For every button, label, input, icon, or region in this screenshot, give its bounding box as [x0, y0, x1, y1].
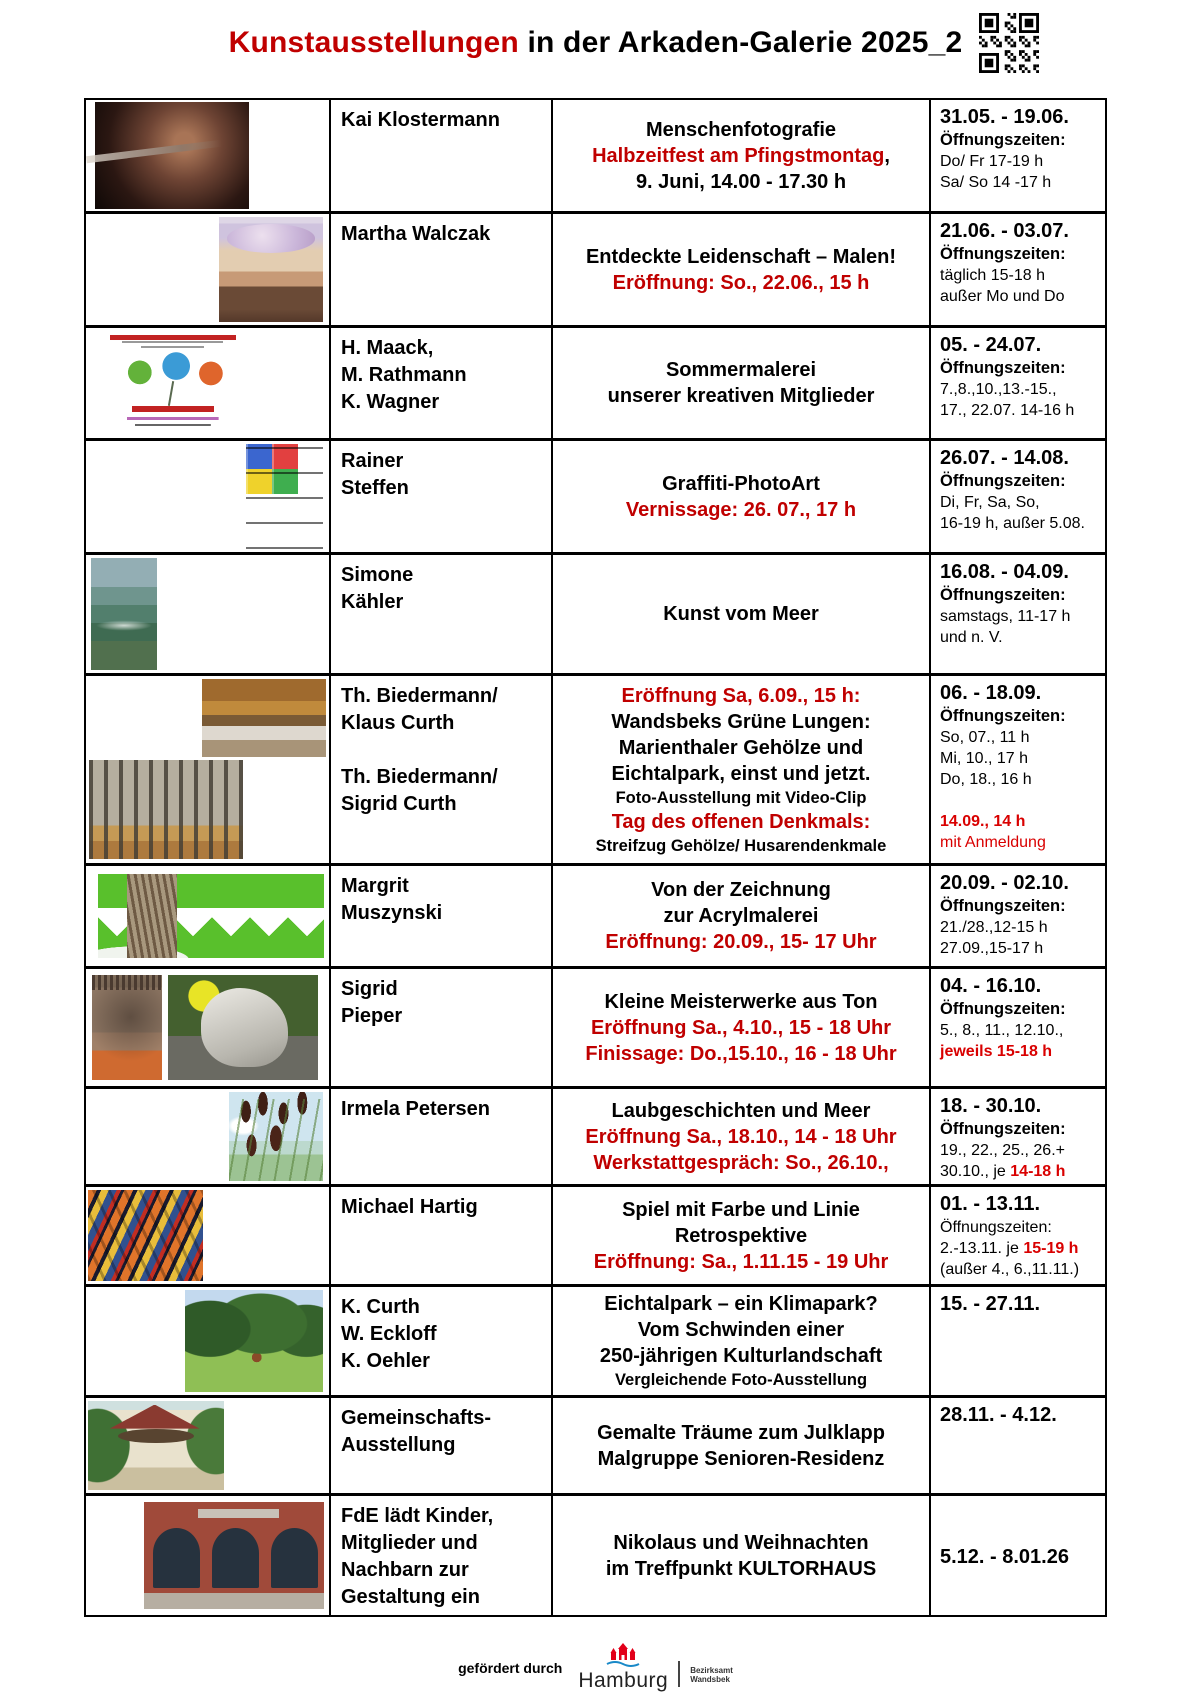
- date-line: [940, 286, 1103, 307]
- artist-name: Klaus Curth: [341, 712, 455, 734]
- exhibition-title-cell: [553, 441, 931, 552]
- thumbnail-cell: [86, 100, 331, 211]
- dates-cell: [931, 1496, 1105, 1615]
- exhibition-title-text: Finissage: Do.,15.10., 16 - 18 Uhr: [585, 1042, 897, 1065]
- thumbnail-cell: [86, 1496, 331, 1615]
- exhibition-title-text: Kunst vom Meer: [663, 603, 819, 625]
- date-text: 26.07. - 14.08.: [940, 447, 1069, 469]
- exhibition-title-text: Foto-Ausstellung mit Video-Clip: [615, 788, 867, 807]
- table-row: [86, 1395, 1105, 1493]
- clay-head-sculpture-thumbnail: [92, 975, 162, 1080]
- exhibition-title-line: [604, 989, 877, 1015]
- artist-name: Kai Klostermann: [341, 109, 500, 131]
- page-title-accent: Kunstausstellungen: [228, 26, 519, 59]
- kultorhaus-photo-thumbnail: [144, 1502, 324, 1609]
- artist-cell: [331, 676, 553, 863]
- exhibition-title-line: [613, 270, 870, 296]
- thumbnail-cell: [86, 441, 331, 552]
- page-title-rest: in der Arkaden-Galerie 2025_2: [518, 26, 963, 59]
- exhibition-title-line: [592, 143, 890, 169]
- dates-cell: [931, 1287, 1105, 1395]
- exhibition-title-text: Halbzeitfest am Pfingstmontag: [592, 144, 885, 167]
- dates-cell: [931, 214, 1105, 325]
- date-text: 21./28.,12-15 h: [940, 919, 1048, 936]
- date-line: [940, 871, 1103, 896]
- date-text: 04. - 16.10.: [940, 975, 1042, 997]
- hamburg-logo-block: [578, 1643, 668, 1693]
- date-line: [940, 513, 1103, 534]
- artist-name: H. Maack,: [341, 337, 434, 359]
- date-line: [940, 974, 1103, 999]
- date-line: [940, 917, 1103, 938]
- stone-sculpture-thumbnail: [168, 975, 318, 1080]
- date-text: Öffnungszeiten:: [940, 245, 1066, 263]
- table-row: [86, 966, 1105, 1086]
- table-row: [86, 673, 1105, 863]
- date-line: [940, 606, 1103, 627]
- date-text: 14-18 h: [1010, 1163, 1066, 1180]
- exhibition-title-text: Spiel mit Farbe und Linie: [622, 1198, 860, 1221]
- exhibition-title-cell: [553, 1496, 931, 1615]
- thumbnail-cell: [86, 214, 331, 325]
- date-text: Öffnungszeiten:: [940, 1000, 1066, 1018]
- thumbnail-cell: [86, 328, 331, 438]
- date-line: [940, 627, 1103, 648]
- artist-name: Steffen: [341, 477, 409, 499]
- exhibition-title-cell: [553, 214, 931, 325]
- exhibition-title-text: Kleine Meisterwerke aus Ton: [604, 990, 878, 1013]
- exhibition-title-text: Retrospektive: [674, 1224, 808, 1247]
- artist-name: K. Oehler: [341, 1350, 430, 1372]
- logo-divider: [678, 1661, 680, 1687]
- artist-name: Pieper: [341, 1005, 403, 1027]
- date-line: [940, 1041, 1103, 1062]
- date-line: [940, 105, 1103, 130]
- artist-name: Th. Biedermann/: [341, 766, 498, 788]
- exhibition-title-line: [619, 735, 863, 761]
- forest-photo-thumbnail: [89, 760, 243, 859]
- artist-cell: [331, 100, 553, 211]
- date-text: Öffnungszeiten:: [940, 131, 1066, 149]
- exhibition-title-cell: [553, 328, 931, 438]
- qr-code-icon: [979, 13, 1039, 73]
- date-line: [940, 706, 1103, 727]
- artist-name: M. Rathmann: [341, 364, 467, 386]
- date-text: 19., 22., 25., 26.+: [940, 1142, 1065, 1159]
- artist-name: Simone: [341, 564, 414, 586]
- exhibition-title-line: [651, 877, 831, 903]
- exhibition-title-text: Streifzug Gehölze/ Husarendenkmale: [595, 836, 887, 855]
- exhibition-title-text: 250-jährigen Kulturlandschaft: [599, 1345, 883, 1367]
- exhibition-title-text: Eröffnung Sa, 6.09., 15 h:: [621, 684, 861, 707]
- date-line: [940, 1238, 1103, 1259]
- artist-cell: [331, 1496, 553, 1615]
- artist-name: Th. Biedermann/: [341, 685, 498, 707]
- exhibition-title-text: Eichtalpark, einst und jetzt.: [611, 762, 871, 785]
- date-line: [940, 471, 1103, 492]
- exhibition-title-line: [646, 117, 836, 143]
- district-label: [690, 1666, 733, 1685]
- thumbnail-cell: [86, 676, 331, 863]
- exhibition-title-text: ,: [884, 144, 890, 167]
- artist-name: Martha Walczak: [341, 223, 491, 245]
- artist-name: Ausstellung: [341, 1434, 456, 1456]
- date-text: 7.,8.,10.,13.-15.,: [940, 381, 1057, 398]
- hamburg-castle-icon: [606, 1643, 640, 1669]
- table-row: [86, 863, 1105, 966]
- artist-cell: [331, 1089, 553, 1184]
- date-text: Mi, 10., 17 h: [940, 750, 1029, 767]
- exhibition-title-cell: [553, 866, 931, 966]
- exhibition-title-line: [612, 809, 871, 835]
- date-text: 16.08. - 04.09.: [940, 561, 1069, 583]
- date-text: Di, Fr, Sa, So,: [940, 494, 1040, 511]
- exhibition-title-line: [613, 1530, 868, 1556]
- exhibition-title-text: Eichtalpark – ein Klimapark?: [604, 1293, 878, 1315]
- exhibition-title-line: [608, 383, 875, 409]
- date-line: [940, 560, 1103, 585]
- date-text: Sa/ So 14 -17 h: [940, 174, 1052, 191]
- hamburg-wordmark: Hamburg: [578, 1669, 669, 1692]
- artist-name: K. Wagner: [341, 391, 440, 413]
- table-row: [86, 438, 1105, 552]
- exhibition-title-text: Graffiti-PhotoArt: [662, 472, 820, 495]
- artist-name: Mitglieder und: [341, 1532, 478, 1554]
- date-text: täglich 15-18 h: [940, 267, 1045, 284]
- date-text: 05. - 24.07.: [940, 334, 1042, 356]
- date-line: [940, 1161, 1103, 1182]
- graffiti-collage-thumbnail: [246, 444, 323, 549]
- date-text: Öffnungszeiten:: [940, 707, 1066, 725]
- date-text: 17., 22.07. 14-16 h: [940, 402, 1075, 419]
- exhibition-title-cell: [553, 1398, 931, 1493]
- exhibition-title-text: Eröffnung: So., 22.06., 15 h: [612, 271, 870, 294]
- thumbnail-cell: [86, 969, 331, 1086]
- date-line: [940, 172, 1103, 193]
- page-title: [229, 26, 963, 59]
- exhibition-title-text: Tag des offenen Denkmals:: [611, 810, 871, 833]
- exhibition-title-text: Laubgeschichten und Meer: [611, 1099, 871, 1122]
- exhibition-title-line: [626, 497, 856, 523]
- date-line: [940, 999, 1103, 1020]
- artist-cell: [331, 1187, 553, 1284]
- artist-name: K. Curth: [341, 1296, 420, 1318]
- exhibition-title-line: [663, 601, 819, 627]
- exhibition-title-text: Gemalte Träume zum Julklapp: [597, 1421, 885, 1444]
- date-text: 21.06. - 03.07.: [940, 220, 1069, 242]
- exhibition-title-line: [593, 1150, 888, 1176]
- exhibition-title-line: [675, 1223, 807, 1249]
- exhibition-title-text: unserer kreativen Mitglieder: [607, 385, 875, 407]
- date-text: 28.11. - 4.12.: [940, 1404, 1057, 1426]
- date-text: Öffnungszeiten:: [940, 472, 1066, 490]
- exhibition-title-cell: [553, 100, 931, 211]
- artist-cell: [331, 1287, 553, 1395]
- exhibition-title-cell: [553, 969, 931, 1086]
- abstract-stripes-painting-thumbnail: [88, 1190, 203, 1281]
- exhibition-title-text: Eröffnung: 20.09., 15- 17 Uhr: [605, 931, 877, 953]
- date-line: [940, 585, 1103, 606]
- exhibition-title-text: Vergleichende Foto-Ausstellung: [614, 1371, 868, 1389]
- date-line: [940, 446, 1103, 471]
- exhibition-title-line: [622, 683, 861, 709]
- artist-name: Nachbarn zur: [341, 1559, 469, 1581]
- artist-name: W. Eckloff: [341, 1323, 437, 1345]
- date-text: 20.09. - 02.10.: [940, 872, 1069, 894]
- date-text: 14.09., 14 h: [940, 813, 1026, 830]
- thumbnail-cell: [86, 1398, 331, 1493]
- date-text: Do, 18., 16 h: [940, 771, 1032, 788]
- exhibition-title-line: [585, 1041, 896, 1067]
- exhibition-title-cell: [553, 676, 931, 863]
- date-text: [940, 792, 944, 809]
- exhibition-title-line: [622, 1197, 860, 1223]
- dates-cell: [931, 555, 1105, 673]
- date-line: [940, 1403, 1103, 1428]
- date-line: [940, 1192, 1103, 1217]
- cattails-watercolor-thumbnail: [229, 1092, 323, 1181]
- date-text: 30.10., je: [940, 1163, 1011, 1180]
- date-line: [940, 379, 1103, 400]
- thumbnail-cell: [86, 866, 331, 966]
- artist-cell: [331, 555, 553, 673]
- table-row: [86, 552, 1105, 673]
- date-line: [940, 151, 1103, 172]
- date-line: [940, 790, 1103, 811]
- exhibition-title-line: [594, 1249, 889, 1275]
- exhibition-title-line: [604, 1291, 877, 1317]
- thumbnail-cell: [86, 1089, 331, 1184]
- table-row: [86, 100, 1105, 211]
- date-line: [940, 896, 1103, 917]
- date-line: [940, 769, 1103, 790]
- exhibition-title-text: Sommermalerei: [665, 359, 817, 381]
- exhibition-title-line: [586, 244, 896, 270]
- date-text: 15. - 27.11.: [940, 1293, 1041, 1315]
- exhibition-title-text: Malgruppe Senioren-Residenz: [597, 1447, 885, 1470]
- date-line: [940, 681, 1103, 706]
- artist-cell: [331, 214, 553, 325]
- exhibition-title-text: Eröffnung Sa., 4.10., 15 - 18 Uhr: [590, 1016, 892, 1039]
- exhibition-title-text: Vom Schwinden einer: [637, 1319, 845, 1341]
- artist-name: Irmela Petersen: [341, 1098, 490, 1120]
- exhibition-title-cell: [553, 1287, 931, 1395]
- date-line: [940, 219, 1103, 244]
- date-text: außer Mo und Do: [940, 288, 1065, 305]
- exhibition-title-text: Nikolaus und Weihnachten: [613, 1531, 869, 1554]
- date-line: [940, 358, 1103, 379]
- date-text: 2.-13.11. je: [940, 1240, 1024, 1257]
- date-text: Öffnungszeiten:: [940, 1120, 1066, 1138]
- date-text: 01. - 13.11.: [940, 1193, 1041, 1215]
- dates-cell: [931, 1398, 1105, 1493]
- tree-trunk-acrylic-thumbnail: [98, 874, 324, 958]
- exhibition-title-line: [666, 357, 816, 383]
- artist-name: Margrit: [341, 875, 409, 897]
- artist-cell: [331, 969, 553, 1086]
- date-line: [940, 1217, 1103, 1238]
- date-line: [940, 832, 1103, 853]
- date-text: 15-19 h: [1023, 1240, 1079, 1257]
- date-line: [940, 265, 1103, 286]
- exhibition-title-cell: [553, 1187, 931, 1284]
- exhibition-title-line: [598, 1446, 885, 1472]
- exhibition-title-line: [606, 1556, 876, 1582]
- date-text: 5.12. - 8.01.26: [940, 1545, 1069, 1568]
- exhibition-title-line: [638, 1317, 844, 1343]
- artist-cell: [331, 866, 553, 966]
- table-row: [86, 1284, 1105, 1395]
- dates-cell: [931, 328, 1105, 438]
- date-line: [940, 333, 1103, 358]
- exhibition-title-line: [636, 169, 846, 195]
- date-text: Do/ Fr 17-19 h: [940, 153, 1044, 170]
- date-text: 18. - 30.10.: [940, 1095, 1042, 1117]
- date-line: [940, 748, 1103, 769]
- exhibition-title-line: [615, 1369, 867, 1391]
- table-row: [86, 1184, 1105, 1284]
- exhibition-title-line: [600, 1343, 882, 1369]
- sea-painting-thumbnail: [91, 558, 157, 670]
- date-text: mit Anmeldung: [940, 834, 1046, 851]
- autumn-lake-photo-thumbnail: [202, 679, 326, 757]
- artist-name: Rainer: [341, 450, 404, 472]
- exhibition-title-text: Werkstattgespräch: So., 26.10.,: [593, 1151, 889, 1174]
- exhibition-title-text: Eröffnung: Sa., 1.11.15 - 19 Uhr: [593, 1250, 889, 1273]
- date-line: [940, 1094, 1103, 1119]
- exhibition-title-text: 9. Juni, 14.00 - 17.30 h: [635, 170, 847, 193]
- artist-cell: [331, 1398, 553, 1493]
- date-text: (außer 4., 6.,11.11.): [940, 1261, 1080, 1278]
- artist-name: [341, 737, 547, 764]
- date-line: [940, 130, 1103, 151]
- date-text: Öffnungszeiten:: [940, 586, 1066, 604]
- exhibition-title-line: [612, 761, 871, 787]
- table-row: [86, 1493, 1105, 1615]
- exhibition-title-text: zur Acrylmalerei: [663, 905, 819, 927]
- table-row: [86, 211, 1105, 325]
- district-line2: Wandsbek: [690, 1675, 730, 1684]
- dates-cell: [931, 676, 1105, 863]
- exhibition-title-line: [605, 929, 876, 955]
- date-line: [940, 400, 1103, 421]
- dates-cell: [931, 969, 1105, 1086]
- exhibition-title-line: [662, 471, 820, 497]
- thumbnail-cell: [86, 1187, 331, 1284]
- artist-name: FdE lädt Kinder,: [341, 1505, 494, 1527]
- date-text: Öffnungszeiten:: [940, 897, 1066, 915]
- date-line: [940, 727, 1103, 748]
- date-text: 27.09.,15-17 h: [940, 940, 1044, 957]
- exhibition-title-line: [611, 709, 870, 735]
- dates-cell: [931, 866, 1105, 966]
- date-text: jeweils 15-18 h: [940, 1043, 1053, 1060]
- artist-name: Muszynski: [341, 902, 443, 924]
- date-text: So, 07., 11 h: [940, 729, 1030, 746]
- exhibition-title-cell: [553, 1089, 931, 1184]
- table-row: [86, 1086, 1105, 1184]
- date-text: und n. V.: [940, 629, 1003, 646]
- exhibition-title-text: Wandsbeks Grüne Lungen:: [611, 710, 871, 733]
- exhibition-title-line: [596, 835, 887, 857]
- exhibition-schedule-table: [84, 98, 1107, 1617]
- exhibition-title-text: Marienthaler Gehölze und: [618, 736, 864, 759]
- artist-name: Gemeinschafts-: [341, 1407, 492, 1429]
- date-line: [940, 1020, 1103, 1041]
- date-text: 06. - 18.09.: [940, 682, 1042, 704]
- artist-cell: [331, 328, 553, 438]
- page-header: [0, 0, 1191, 86]
- artist-name: Michael Hartig: [341, 1196, 478, 1218]
- date-line: [940, 1140, 1103, 1161]
- exhibition-title-text: Eröffnung Sa., 18.10., 14 - 18 Uhr: [585, 1125, 897, 1148]
- exhibition-title-text: Menschenfotografie: [645, 118, 837, 141]
- exhibition-title-line: [597, 1420, 885, 1446]
- exhibition-title-line: [616, 787, 867, 809]
- exhibition-title-line: [585, 1124, 896, 1150]
- artist-name: Kähler: [341, 591, 404, 613]
- artist-name: Sigrid Curth: [341, 793, 457, 815]
- date-text: 31.05. - 19.06.: [940, 106, 1069, 128]
- date-line: [940, 938, 1103, 959]
- date-line: [940, 1545, 1103, 1570]
- date-line: [940, 244, 1103, 265]
- date-text: 16-19 h, außer 5.08.: [940, 515, 1085, 532]
- district-line1: Bezirksamt: [690, 1665, 733, 1675]
- exhibition-title-line: [664, 903, 819, 929]
- date-line: [940, 811, 1103, 832]
- exhibition-title-text: Von der Zeichnung: [651, 879, 831, 901]
- date-text: Öffnungszeiten:: [940, 359, 1066, 377]
- exhibition-title-text: Vernissage: 26. 07., 17 h: [625, 498, 857, 521]
- portrait-photo-thumbnail: [95, 102, 249, 209]
- exhibition-title-line: [591, 1015, 891, 1041]
- table-row: [86, 325, 1105, 438]
- date-line: [940, 492, 1103, 513]
- date-text: Öffnungszeiten:: [940, 1219, 1052, 1236]
- dates-cell: [931, 441, 1105, 552]
- artist-cell: [331, 441, 553, 552]
- funded-by-label: gefördert durch: [458, 1660, 563, 1676]
- artist-name: Gestaltung ein: [341, 1586, 480, 1608]
- page-footer: [0, 1643, 1191, 1693]
- date-line: [940, 1292, 1103, 1317]
- date-line: [940, 1259, 1103, 1280]
- exhibition-title-cell: [553, 555, 931, 673]
- exhibition-title-text: im Treffpunkt KULTORHAUS: [605, 1557, 877, 1580]
- date-text: 5., 8., 11., 12.10.,: [940, 1022, 1064, 1039]
- thumbnail-cell: [86, 1287, 331, 1395]
- thumbnail-cell: [86, 555, 331, 673]
- exhibition-title-text: Entdeckte Leidenschaft – Malen!: [585, 245, 897, 268]
- dates-cell: [931, 100, 1105, 211]
- park-photo-thumbnail: [185, 1290, 323, 1392]
- dates-cell: [931, 1187, 1105, 1284]
- dates-cell: [931, 1089, 1105, 1184]
- artist-name: Sigrid: [341, 978, 398, 1000]
- hamburg-wandsbek-logo: [578, 1643, 733, 1693]
- summer-exhibition-poster-thumbnail: [94, 330, 252, 436]
- house-painting-thumbnail: [88, 1401, 224, 1490]
- exhibition-title-line: [612, 1098, 871, 1124]
- date-line: [940, 1119, 1103, 1140]
- woman-with-hat-painting-thumbnail: [219, 217, 323, 322]
- date-text: samstags, 11-17 h: [940, 608, 1071, 625]
